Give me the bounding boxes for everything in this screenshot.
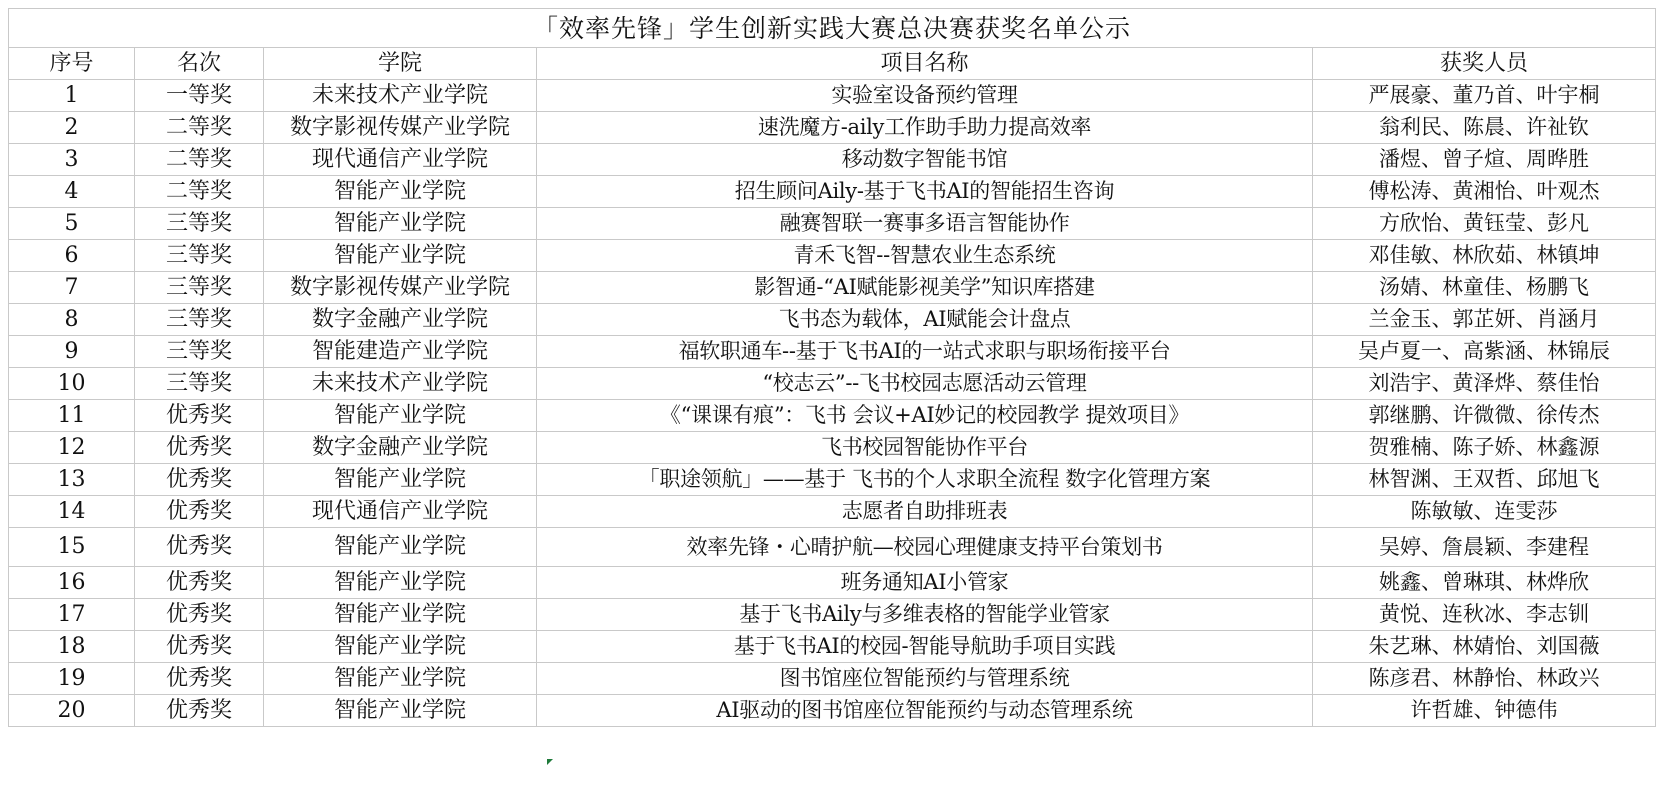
table-row [9, 272, 1656, 304]
cell-people[interactable]: 傅松涛、黄湘怡、叶观杰 [1313, 176, 1656, 208]
table-row [9, 368, 1656, 400]
cell-people[interactable]: 翁利民、陈晨、许祉钦 [1313, 112, 1656, 144]
cell-college[interactable]: 数字金融产业学院 [264, 304, 537, 336]
cell-rank[interactable]: 优秀奖 [135, 599, 264, 631]
cell-people[interactable]: 吴卢夏一、高紫涵、林锦辰 [1313, 336, 1656, 368]
cell-people[interactable]: 刘浩宇、黄泽烨、蔡佳怡 [1313, 368, 1656, 400]
cell-people[interactable]: 潘煜、曾子煊、周晔胜 [1313, 144, 1656, 176]
cell-no[interactable]: 15 [9, 528, 135, 567]
cell-no[interactable]: 16 [9, 567, 135, 599]
cell-college[interactable]: 智能产业学院 [264, 631, 537, 663]
cell-no[interactable]: 17 [9, 599, 135, 631]
cell-college[interactable]: 智能产业学院 [264, 400, 537, 432]
cell-rank[interactable]: 优秀奖 [135, 400, 264, 432]
cell-people[interactable]: 严展豪、董乃首、叶宇桐 [1313, 80, 1656, 112]
cell-rank[interactable]: 二等奖 [135, 144, 264, 176]
cell-no[interactable]: 1 [9, 80, 135, 112]
cell-rank[interactable]: 三等奖 [135, 208, 264, 240]
cell-project[interactable]: 福软职通车--基于飞书AI的一站式求职与职场衔接平台 [537, 336, 1313, 368]
cell-college[interactable]: 现代通信产业学院 [264, 496, 537, 528]
cell-people[interactable]: 黄悦、连秋冰、李志钏 [1313, 599, 1656, 631]
cell-rank[interactable]: 优秀奖 [135, 432, 264, 464]
table-row [9, 176, 1656, 208]
cell-people[interactable]: 贺雅楠、陈子娇、林鑫源 [1313, 432, 1656, 464]
table-row [9, 208, 1656, 240]
cell-no[interactable]: 20 [9, 695, 135, 727]
cell-project[interactable]: 融赛智联一赛事多语言智能协作 [537, 208, 1313, 240]
cell-college[interactable]: 智能产业学院 [264, 208, 537, 240]
cell-project[interactable]: 飞书态为载体，AI赋能会计盘点 [537, 304, 1313, 336]
cell-rank[interactable]: 三等奖 [135, 368, 264, 400]
cell-no[interactable]: 18 [9, 631, 135, 663]
cell-project[interactable]: 速洗魔方-aily工作助手助力提高效率 [537, 112, 1313, 144]
header-cell-rank[interactable]: 名次 [135, 48, 264, 80]
cell-college[interactable]: 智能产业学院 [264, 663, 537, 695]
cell-project[interactable]: 图书馆座位智能预约与管理系统 [537, 663, 1313, 695]
cell-comment-marker [547, 759, 553, 765]
cell-college[interactable]: 智能产业学院 [264, 599, 537, 631]
cell-college[interactable]: 现代通信产业学院 [264, 144, 537, 176]
table-title[interactable]: 「效率先锋」学生创新实践大赛总决赛获奖名单公示 [9, 9, 1656, 48]
cell-project[interactable]: 移动数字智能书馆 [537, 144, 1313, 176]
cell-rank[interactable]: 三等奖 [135, 336, 264, 368]
cell-no[interactable]: 8 [9, 304, 135, 336]
table-row [9, 464, 1656, 496]
table-row [9, 240, 1656, 272]
cell-no[interactable]: 6 [9, 240, 135, 272]
cell-college[interactable]: 智能产业学院 [264, 240, 537, 272]
cell-college[interactable]: 智能产业学院 [264, 567, 537, 599]
cell-no[interactable]: 7 [9, 272, 135, 304]
table-row [9, 144, 1656, 176]
spreadsheet-view [8, 8, 1655, 792]
header-cell-project[interactable]: 项目名称 [537, 48, 1313, 80]
header-cell-people[interactable]: 获奖人员 [1313, 48, 1656, 80]
cell-people[interactable]: 兰金玉、郭芷妍、肖涵月 [1313, 304, 1656, 336]
cell-rank[interactable]: 三等奖 [135, 304, 264, 336]
cell-no[interactable]: 10 [9, 368, 135, 400]
cell-project[interactable]: 《“课课有痕”：飞书 会议+AI妙记的校园教学 提效项目》 [537, 400, 1313, 432]
table-row [9, 336, 1656, 368]
cell-project[interactable]: 基于飞书AI的校园-智能导航助手项目实践 [537, 631, 1313, 663]
cell-no[interactable]: 14 [9, 496, 135, 528]
cell-college[interactable]: 智能产业学院 [264, 695, 537, 727]
cell-rank[interactable]: 优秀奖 [135, 567, 264, 599]
cell-people[interactable]: 方欣怡、黄钰莹、彭凡 [1313, 208, 1656, 240]
cell-college[interactable]: 数字影视传媒产业学院 [264, 272, 537, 304]
cell-project[interactable]: 志愿者自助排班表 [537, 496, 1313, 528]
header-cell-college[interactable]: 学院 [264, 48, 537, 80]
cell-project[interactable]: “校志云”--飞书校园志愿活动云管理 [537, 368, 1313, 400]
cell-rank[interactable]: 优秀奖 [135, 695, 264, 727]
title-row [9, 9, 1656, 48]
cell-no[interactable]: 2 [9, 112, 135, 144]
cell-no[interactable]: 5 [9, 208, 135, 240]
cell-people[interactable]: 朱艺琳、林婧怡、刘国薇 [1313, 631, 1656, 663]
table-row [9, 567, 1656, 599]
cell-rank[interactable]: 优秀奖 [135, 631, 264, 663]
cell-project[interactable]: 影智通-“AI赋能影视美学”知识库搭建 [537, 272, 1313, 304]
cell-rank[interactable]: 二等奖 [135, 176, 264, 208]
cell-people[interactable]: 邓佳敏、林欣茹、林镇坤 [1313, 240, 1656, 272]
table-row [9, 695, 1656, 727]
table-row [9, 663, 1656, 695]
cell-no[interactable]: 11 [9, 400, 135, 432]
cell-no[interactable]: 4 [9, 176, 135, 208]
cell-no[interactable]: 19 [9, 663, 135, 695]
cell-rank[interactable]: 优秀奖 [135, 496, 264, 528]
cell-project[interactable]: 招生顾问Aily-基于飞书AI的智能招生咨询 [537, 176, 1313, 208]
cell-people[interactable]: 郭继鹏、许微微、徐传杰 [1313, 400, 1656, 432]
cell-rank[interactable]: 优秀奖 [135, 528, 264, 567]
cell-college[interactable]: 智能产业学院 [264, 528, 537, 567]
cell-no[interactable]: 12 [9, 432, 135, 464]
cell-project[interactable]: 效率先锋・心晴护航—校园心理健康支持平台策划书 [537, 528, 1313, 567]
cell-no[interactable]: 13 [9, 464, 135, 496]
cell-people[interactable]: 吴婷、詹晨颖、李建程 [1313, 528, 1656, 567]
cell-college[interactable]: 数字影视传媒产业学院 [264, 112, 537, 144]
cell-rank[interactable]: 优秀奖 [135, 464, 264, 496]
header-row [9, 48, 1656, 80]
cell-college[interactable]: 未来技术产业学院 [264, 368, 537, 400]
cell-college[interactable]: 未来技术产业学院 [264, 80, 537, 112]
cell-rank[interactable]: 优秀奖 [135, 663, 264, 695]
cell-rank[interactable]: 三等奖 [135, 240, 264, 272]
award-list-table [8, 8, 1656, 727]
cell-project[interactable]: 青禾飞智--智慧农业生态系统 [537, 240, 1313, 272]
table-row [9, 80, 1656, 112]
cell-people[interactable]: 林智渊、王双哲、邱旭飞 [1313, 464, 1656, 496]
cell-project[interactable]: 基于飞书Aily与多维表格的智能学业管家 [537, 599, 1313, 631]
cell-people[interactable]: 许哲雄、钟德伟 [1313, 695, 1656, 727]
cell-rank[interactable]: 一等奖 [135, 80, 264, 112]
cell-project[interactable]: 实验室设备预约管理 [537, 80, 1313, 112]
cell-people[interactable]: 汤婧、林童佳、杨鹏飞 [1313, 272, 1656, 304]
table-row [9, 304, 1656, 336]
cell-college[interactable]: 智能产业学院 [264, 176, 537, 208]
cell-rank[interactable]: 三等奖 [135, 272, 264, 304]
cell-college[interactable]: 智能建造产业学院 [264, 336, 537, 368]
cell-rank[interactable]: 二等奖 [135, 112, 264, 144]
table-row [9, 112, 1656, 144]
table-row [9, 528, 1656, 567]
table-row [9, 599, 1656, 631]
cell-no[interactable]: 3 [9, 144, 135, 176]
cell-project[interactable]: 「职途领航」——基于 飞书的个人求职全流程 数字化管理方案 [537, 464, 1313, 496]
cell-project[interactable]: 班务通知AI小管家 [537, 567, 1313, 599]
cell-college[interactable]: 智能产业学院 [264, 464, 537, 496]
table-row [9, 496, 1656, 528]
cell-college[interactable]: 数字金融产业学院 [264, 432, 537, 464]
cell-no[interactable]: 9 [9, 336, 135, 368]
cell-people[interactable]: 姚鑫、曾琳琪、林烨欣 [1313, 567, 1656, 599]
header-cell-no[interactable]: 序号 [9, 48, 135, 80]
cell-people[interactable]: 陈敏敏、连雯莎 [1313, 496, 1656, 528]
table-row [9, 432, 1656, 464]
table-row [9, 400, 1656, 432]
cell-people[interactable]: 陈彦君、林静怡、林政兴 [1313, 663, 1656, 695]
cell-project[interactable]: 飞书校园智能协作平台 [537, 432, 1313, 464]
table-row [9, 631, 1656, 663]
cell-project[interactable]: AI驱动的图书馆座位智能预约与动态管理系统 [537, 695, 1313, 727]
